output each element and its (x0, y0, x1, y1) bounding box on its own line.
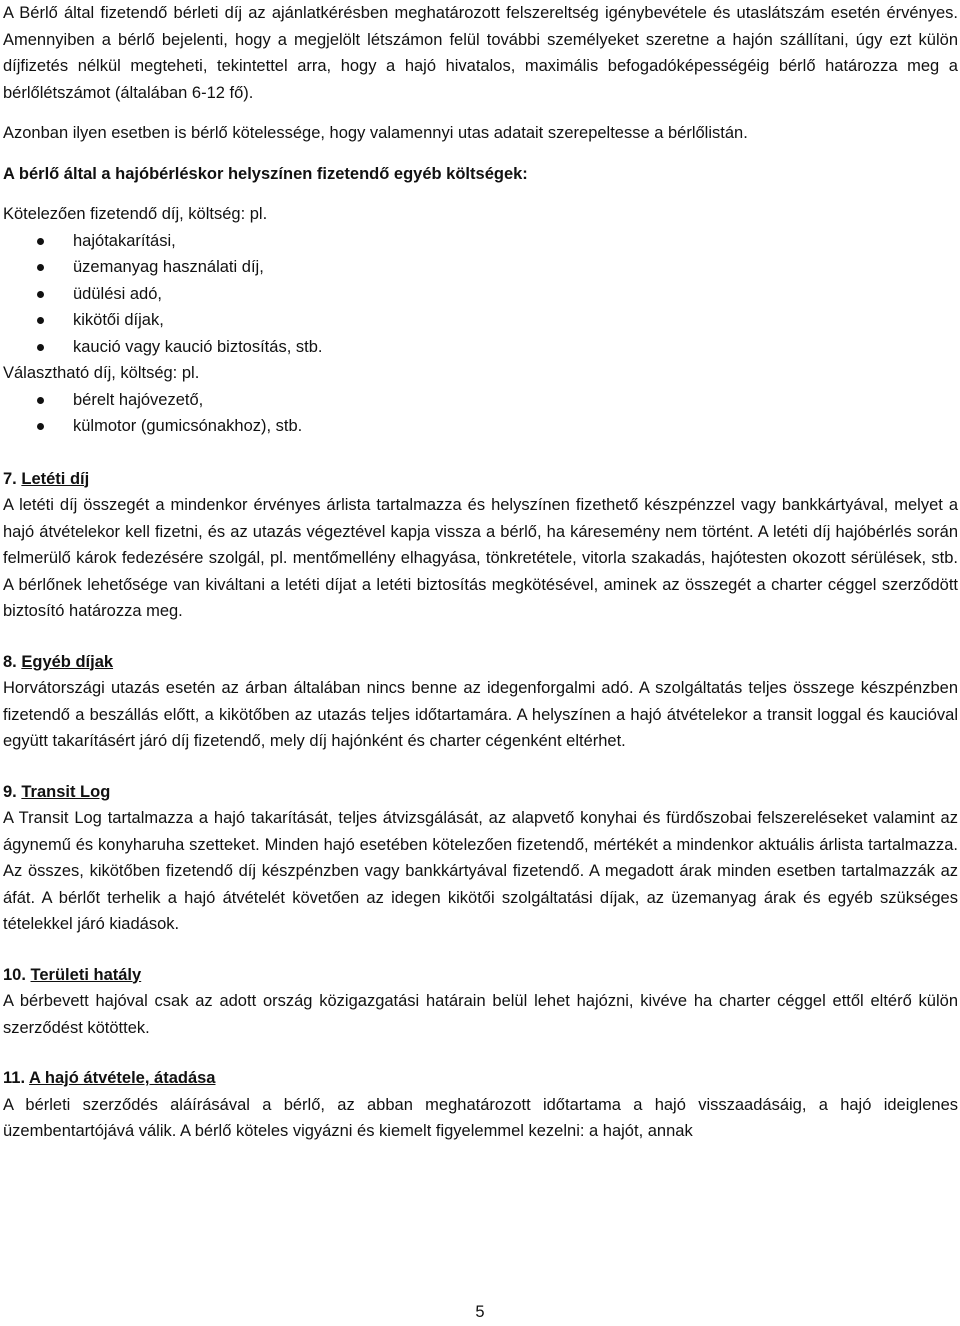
section-11-body: A bérleti szerződés aláírásával a bérlő, az abban meghatározott időtartama a hajó visszaadásáig, a hajó ideiglenes üzembentartójává válik. A bérlő köteles vigyázni és kiemelt figyelemmel kezelni: a hajót, annak (3, 1095, 958, 1140)
bullet-icon (37, 317, 44, 324)
section-11-title: A hajó átvétele, átadása (29, 1069, 216, 1087)
document-content (3, 0, 958, 1145)
section-8-body: Horvátországi utazás esetén az árban általában nincs benne az idegenforgalmi adó. A szolgáltatás teljes összege készpénzben fizetendő a beszállás előtt, a kikötőben az utazás teljes időtartamára. A helyszínen a hajó átvételekor a transit loggal és kaucióval együtt takarításért járó díj fizetendő, mely díj hajónként és charter cégenként eltérhet. (3, 679, 958, 750)
list-item: hajótakarítási, (3, 228, 958, 255)
page-number: 5 (475, 1303, 485, 1321)
bullet-icon (37, 397, 44, 404)
section-7-heading: 7. Letéti díj (3, 469, 90, 488)
section-9-body: A Transit Log tartalmazza a hajó takarítását, teljes átvizsgálását, az alapvető konyhai és fürdőszobai felszereléseket valamint az ágynemű és konyharuha szetteket. Minden hajó esetében kötelezően fizetendő, mértékét a mindenkor aktuális árlista tartalmazza. Az összes, kikötőben fizetendő díj készpénzben vagy bankkártyával fizetendő. A megadott árak minden esetben tartalmazzák az áfát. A bérlőt terhelik a hajó átvételét követően az idegen kikötői szolgáltatási díjak, az üzemanyag árak és egyéb szükséges tételekkel járó kiadások. (3, 809, 958, 933)
bullet-icon (37, 423, 44, 430)
section-10-body: A bérbevett hajóval csak az adott ország közigazgatási határain belül lehet hajózni, kivéve ha charter céggel ettől eltérő külön szerződést kötöttek. (3, 992, 958, 1037)
costs-heading: A bérlő által a hajóbérléskor helyszínen fizetendő egyéb költségek: (3, 164, 528, 183)
section-11-heading: 11. A hajó átvétele, átadása (3, 1069, 216, 1087)
section-10-title: Területi hatály (30, 965, 142, 984)
optional-costs-list (3, 387, 958, 440)
intro-paragraph-2: Azonban ilyen esetben is bérlő kötelessége, hogy valamennyi utas adatait szerepeltesse a bérlőlistán. (3, 124, 748, 142)
mandatory-costs-list (3, 228, 958, 361)
bullet-icon (37, 344, 44, 351)
optional-costs-label: Választható díj, költség: pl. (3, 364, 200, 382)
intro-paragraph-1: A Bérlő által fizetendő bérleti díj az ajánlatkérésben meghatározott felszereltség igénybevétele és utaslátszám esetén érvényes. Amennyiben a bérlő bejelenti, hogy a megjelölt létszámon felül további személyeket szeretne a hajón szállítani, úgy ezt külön díjfizetés nélkül megteheti, tekintettel arra, hogy a hajó hivatalos, maximális befogadóképességéig bérlő határozza meg a bérlőlétszámot (általában 6-12 fő). (3, 4, 958, 102)
bullet-icon (37, 264, 44, 271)
section-8-title: Egyéb díjak (21, 652, 114, 671)
bullet-icon (37, 238, 44, 245)
section-8-heading: 8. Egyéb díjak (3, 652, 114, 671)
section-7-title: Letéti díj (21, 469, 90, 488)
section-9-title: Transit Log (21, 782, 111, 801)
list-item: külmotor (gumicsónakhoz), stb. (3, 413, 958, 440)
list-item: üdülési adó, (3, 281, 958, 308)
section-9-heading: 9. Transit Log (3, 782, 111, 801)
list-item: kikötői díjak, (3, 307, 958, 334)
mandatory-costs-label: Kötelezően fizetendő díj, költség: pl. (3, 205, 268, 223)
section-10-heading: 10. Területi hatály (3, 965, 142, 984)
list-item: kaució vagy kaució biztosítás, stb. (3, 334, 958, 361)
list-item: bérelt hajóvezető, (3, 387, 958, 414)
section-7-body: A letéti díj összegét a mindenkor érvényes árlista tartalmazza és helyszínen fizethető készpénzzel vagy bankkártyával, melyet a hajó átvételekor kell fizetni, és az utazás végeztével kapja vissza a bérlő, ha káresemény nem történt. A letéti díj hajóbérlés során felmerülő károk fedezésére szolgál, pl. mentőmellény elhagyása, tönkretétele, vitorla szakadás, hajótesten okozott sérülések, stb. A bérlőnek lehetősége van kiváltani a letéti díjat a letéti biztosítás megkötésével, aminek az összegét a charter céggel szerződött biztosító határozza meg. (3, 496, 958, 620)
list-item: üzemanyag használati díj, (3, 254, 958, 281)
bullet-icon (37, 291, 44, 298)
